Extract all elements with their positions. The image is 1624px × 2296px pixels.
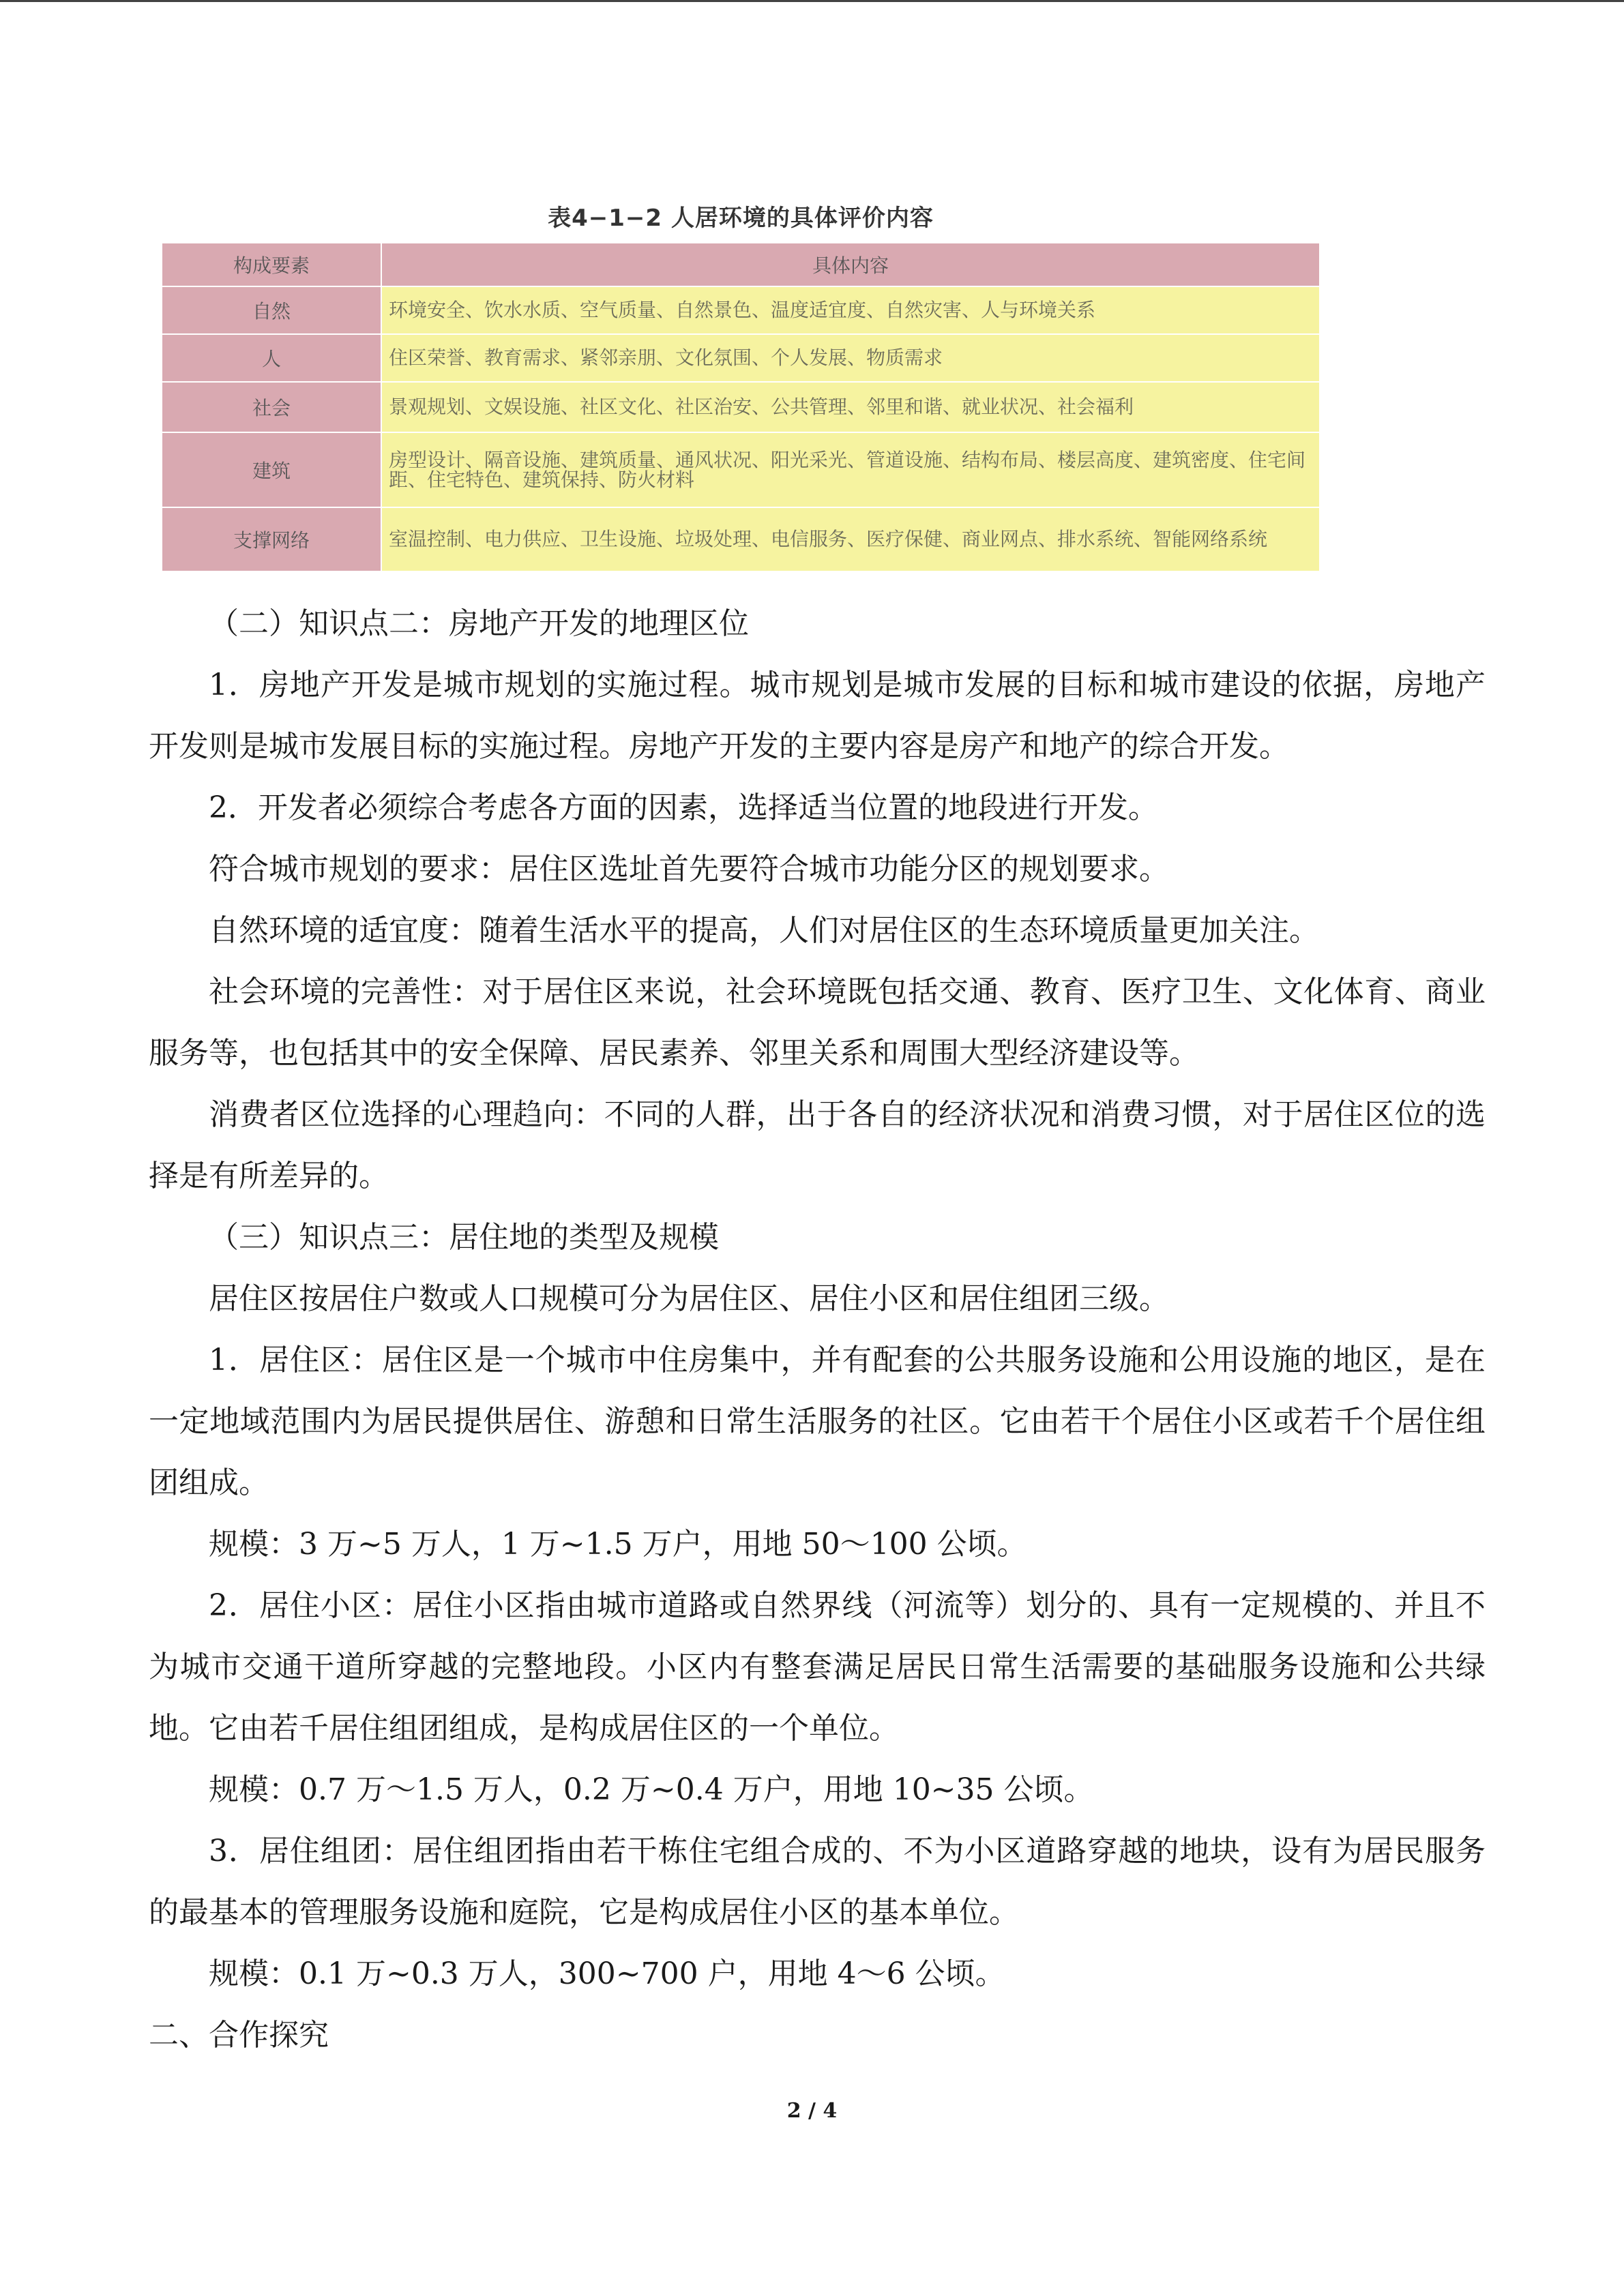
paragraph: 居住区按居住户数或人口规模可分为居住区、居住小区和居住组团三级。: [209, 1281, 1169, 1316]
section-heading: 二、合作探究: [149, 2018, 329, 2053]
paragraph: 2．居住小区：居住小区指由城市道路或自然界线（河流等）划分的、具有一定规模的、并且不为城市交通干道所穿越的完整地段。小区内有整套满足居民日常生活需要的基础服务设施和公共绿地。它由若千居住组团组成，是构成居住区的一个单位。: [149, 1588, 1486, 1746]
paragraph: 1．房地产开发是城市规划的实施过程。城市规划是城市发展的目标和城市建设的依据，房地产开发则是城市发展目标的实施过程。房地产开发的主要内容是房产和地产的综合开发。: [149, 668, 1486, 764]
paragraph: 消费者区位选择的心理趋向：不同的人群，出于各自的经济状况和消费习惯，对于居住区位的选择是有所差异的。: [149, 1097, 1486, 1193]
paragraph: 符合城市规划的要求：居住区选址首先要符合城市功能分区的规划要求。: [209, 852, 1169, 886]
paragraph: 2．开发者必须综合考虑各方面的因素，选择适当位置的地段进行开发。: [209, 790, 1158, 825]
table-header-cell: 具体内容: [381, 243, 1320, 286]
section-heading: （二）知识点二：房地产开发的地理区位: [209, 606, 749, 641]
table-row: [162, 286, 1320, 334]
paragraph: 规模：0.1 万~0.3 万人，300~700 户，用地 4〜6 公顷。: [209, 1956, 1005, 1991]
paragraph: 自然环境的适宜度：随着生活水平的提高，人们对居住区的生态环境质量更加关注。: [209, 913, 1319, 948]
table-value-cell: 景观规划、文娱设施、社区文化、社区治安、公共管理、邻里和谐、就业状况、社会福利: [381, 382, 1320, 432]
table-value-cell: 住区荣誉、教育需求、紧邻亲朋、文化氛围、个人发展、物质需求: [381, 334, 1320, 382]
table-key-cell: 自然: [162, 286, 381, 334]
top-border: [0, 0, 1624, 2]
table-row: [162, 382, 1320, 432]
table-header-row: [162, 243, 1320, 286]
table-header-cell: 构成要素: [162, 243, 381, 286]
table-key-cell: 支撑网络: [162, 507, 381, 571]
table-row: [162, 432, 1320, 507]
paragraph: 社会环境的完善性：对于居住区来说，社会环境既包括交通、教育、医疗卫生、文化体育、商业服务等，也包括其中的安全保障、居民素养、邻里关系和周围大型经济建设等。: [149, 974, 1486, 1071]
table-row: [162, 507, 1320, 571]
paragraph: 3．居住组团：居住组团指由若干栋住宅组合成的、不为小区道路穿越的地块，设有为居民服务的最基本的管理服务设施和庭院，它是构成居住小区的基本单位。: [149, 1834, 1486, 1930]
paragraph: 规模：0.7 万〜1.5 万人，0.2 万~0.4 万户，用地 10~35 公顷。: [209, 1772, 1094, 1807]
table-row: [162, 334, 1320, 382]
paragraph: 1．居住区：居住区是一个城市中住房集中，并有配套的公共服务设施和公用设施的地区，是在一定地域范围内为居民提供居住、游憩和日常生活服务的社区。它由若干个居住小区或若千个居住组团组成。: [149, 1343, 1486, 1500]
table-value-cell: 房型设计、隔音设施、建筑质量、通风状况、阳光采光、管道设施、结构布局、楼层高度、建筑密度、住宅间距、住宅特色、建筑保持、防火材料: [381, 432, 1320, 507]
table-value-cell: 环境安全、饮水水质、空气质量、自然景色、温度适宜度、自然灾害、人与环境关系: [381, 286, 1320, 334]
table-value-cell: 室温控制、电力供应、卫生设施、垃圾处理、电信服务、医疗保健、商业网点、排水系统、智能网络系统: [381, 507, 1320, 571]
evaluation-table-block: [161, 199, 1320, 572]
table-caption: 表4−1−2 人居环境的具体评价内容: [548, 205, 934, 232]
table-key-cell: 人: [162, 334, 381, 382]
page-number: 2 / 4: [786, 2099, 838, 2123]
paragraph: 规模：3 万~5 万人，1 万~1.5 万户，用地 50〜100 公顷。: [209, 1527, 1027, 1562]
table-key-cell: 社会: [162, 382, 381, 432]
evaluation-table: [161, 242, 1320, 572]
document-body: [149, 593, 1486, 2066]
table-key-cell: 建筑: [162, 432, 381, 507]
section-heading: （三）知识点三：居住地的类型及规模: [209, 1220, 719, 1255]
